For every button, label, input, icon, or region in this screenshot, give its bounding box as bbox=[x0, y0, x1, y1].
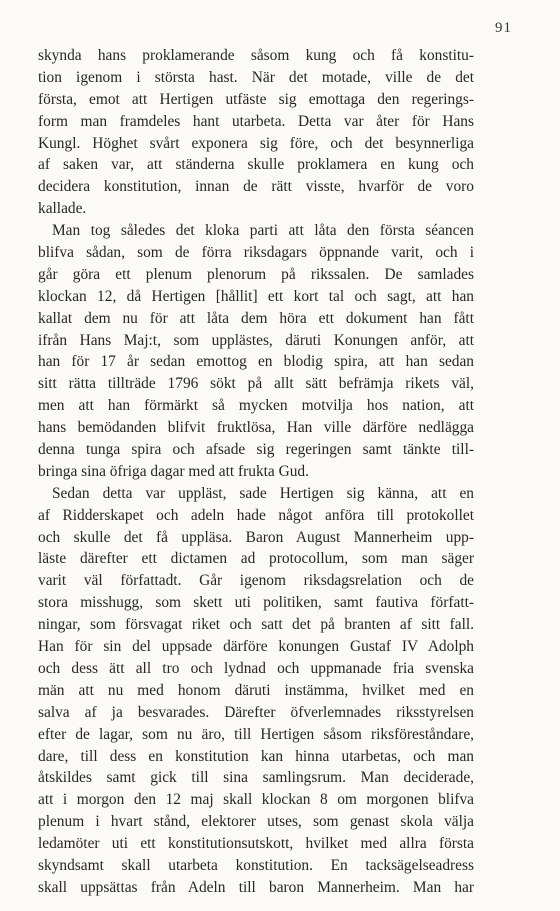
text-line: kallade. bbox=[38, 200, 87, 218]
text-line: skall uppsättas från Adeln till baron Mannerheim. Man har bbox=[38, 878, 474, 896]
text-line: kallat dem nu för att låta dem höra ett dokument han fått bbox=[38, 309, 474, 327]
text-line: skyndsamt skall utarbeta konstitution. En tacksägelseadress bbox=[38, 856, 474, 874]
text-line: dare, till dess en konstitution kan hinna utarbetas, och man bbox=[38, 747, 474, 765]
text-line: ningar, som försvagat riket och satt det på branten af sitt fall. bbox=[38, 616, 474, 634]
text-line: han för 17 år sedan emottog en blodig spira, att han sedan bbox=[38, 353, 474, 371]
text-line: salva af ja besvarades. Därefter öfverlemnades riksstyrelsen bbox=[38, 703, 474, 721]
text-line: denna tunga spira och afsade sig regeringen samt tänkte till- bbox=[38, 441, 474, 459]
text-line: klockan 12, då Hertigen [hållit] ett kort tal och sagt, att han bbox=[38, 287, 474, 305]
text-line: sitt rätta tillträde 1796 sökt på allt sätt befrämja rikets väl, bbox=[38, 375, 474, 393]
text-line: och dess ätt all tro och lydnad och uppmanade fria svenska bbox=[38, 659, 474, 677]
text-line: af saken var, att ständerna skulle proklamera en kung och bbox=[38, 156, 474, 174]
text-line: Man tog således det kloka parti att låta den första séancen bbox=[52, 222, 474, 240]
text-line: går göra ett plenum plenorum på rikssalen. De samlades bbox=[38, 265, 474, 283]
text-line: Kungl. Höghet svårt exponera sig före, och det besynnerliga bbox=[38, 134, 474, 152]
text-line: decidera konstitution, innan de rätt visste, hvarför de voro bbox=[38, 178, 474, 196]
text-line: ledamöter uti ett konstitutionsutskott, hvilket med allra första bbox=[38, 835, 474, 853]
text-line: ifrån Hans Maj:t, som upplästes, däruti Konungen anför, att bbox=[38, 331, 474, 349]
body-text bbox=[38, 45, 474, 899]
text-line: varit väl författadt. Går igenom riksdagsrelation och de bbox=[38, 572, 474, 590]
text-line: läste därefter ett dictamen ad protocollum, som man säger bbox=[38, 550, 474, 568]
text-line: bringa sina öfriga dagar med att frukta Gud. bbox=[38, 462, 309, 480]
page-number: 91 bbox=[495, 20, 512, 36]
text-line: och skulle det få uppläsa. Baron August Mannerheim upp- bbox=[38, 528, 474, 546]
text-line: Sedan detta var uppläst, sade Hertigen sig känna, att en bbox=[52, 484, 474, 502]
text-line: män att nu med honom däruti instämma, hvilket med en bbox=[38, 681, 474, 699]
text-line: Han för sin del uppsade därföre konungen Gustaf IV Adolph bbox=[38, 638, 474, 656]
text-line: efter de lagar, som nu äro, till Hertigen såsom riksföreståndare, bbox=[38, 725, 474, 743]
text-line: plenum i hvart stånd, elektorer utses, som genast skola välja bbox=[38, 813, 474, 831]
text-line: blifva sådan, som de förra riksdagars öppnande varit, och i bbox=[38, 244, 474, 262]
text-line: tion igenom i största hast. När det motade, ville de det bbox=[38, 68, 474, 86]
text-line: att i morgon den 12 maj skall klockan 8 om morgonen blifva bbox=[38, 791, 474, 809]
text-line: af Ridderskapet och adeln hade något anföra till protokollet bbox=[38, 506, 474, 524]
text-line: åtskildes samt gick till sina samlingsrum. Man deciderade, bbox=[38, 769, 474, 787]
text-line: hans bemödanden blifvit fruktlösa, Han ville därföre nedlägga bbox=[38, 419, 474, 437]
text-line: men att han förmärkt så mycken motvilja hos nation, att bbox=[38, 397, 474, 415]
text-line: stora misshugg, som skett uti politiken, samt fautiva författ- bbox=[38, 594, 474, 612]
text-line: första, emot att Hertigen utfäste sig emottaga den regerings- bbox=[38, 90, 474, 108]
text-line: form man framdeles hant utarbeta. Detta var åter för Hans bbox=[38, 112, 474, 130]
text-line: skynda hans proklamerande såsom kung och få konstitu- bbox=[38, 47, 474, 64]
